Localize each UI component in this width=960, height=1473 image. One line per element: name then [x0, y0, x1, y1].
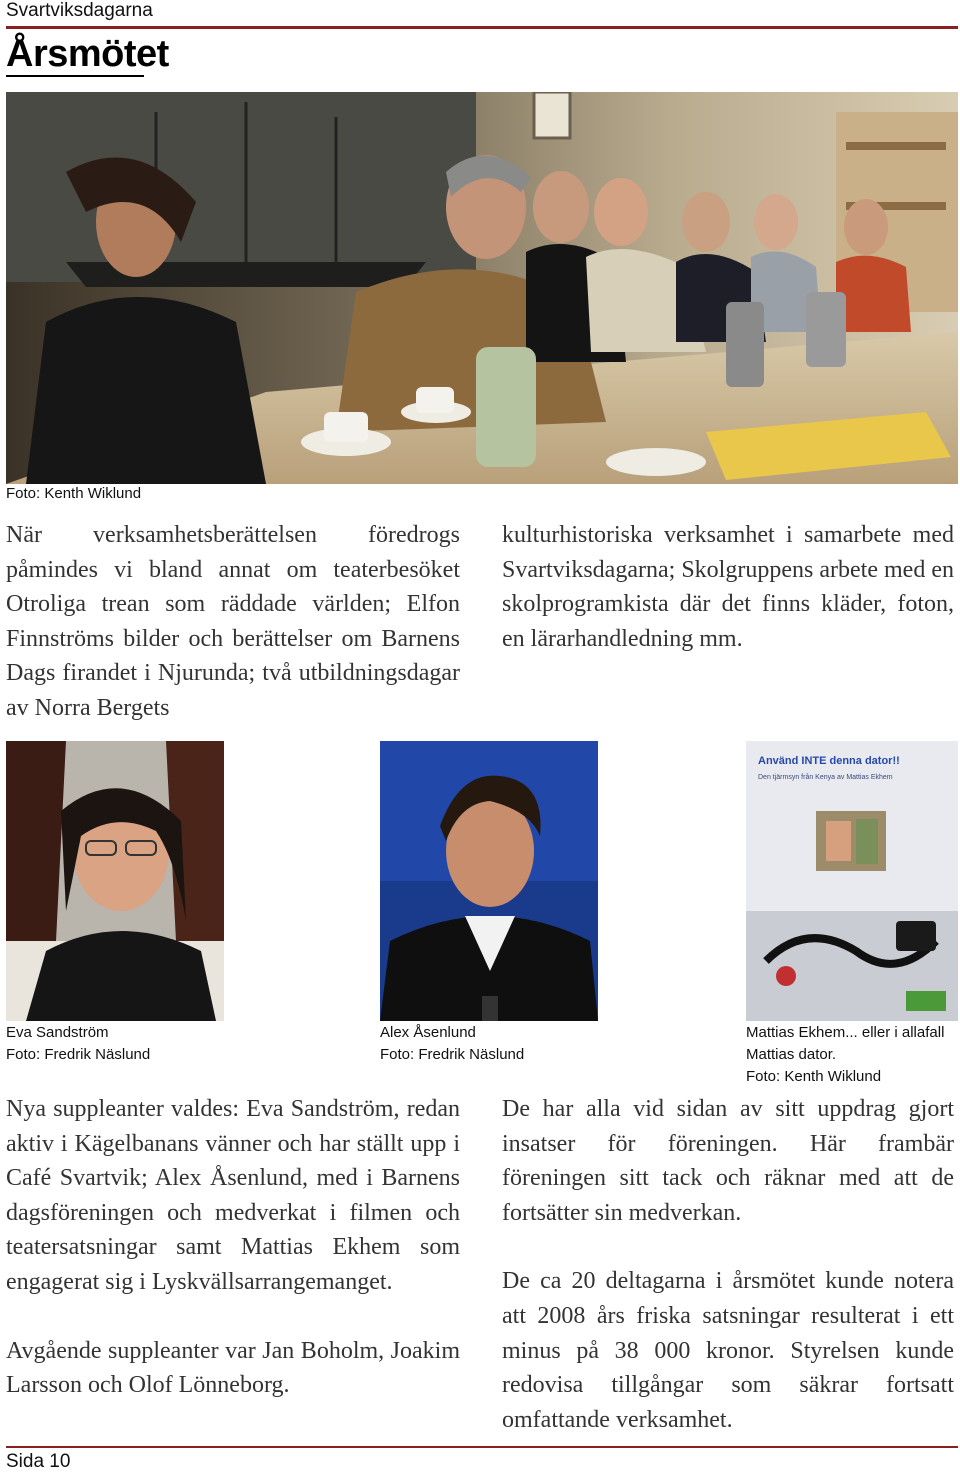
laptop-screen-heading: Använd INTE denna dator!!: [758, 755, 900, 767]
main-photo-credit: Foto: Kenth Wiklund: [6, 485, 142, 502]
article-col1-top: [6, 518, 460, 726]
paragraph: kulturhistoriska verksamhet i samarbete med Svartviksdagarna; Skolgruppens arbete med en skolprogramkista där det finns kläder, foton, en lärarhandledning mm.: [502, 522, 954, 652]
portrait-2-name: Alex Åsenlund: [380, 1024, 476, 1041]
paragraph: När verksamhetsberättelsen föredrogs påmindes vi bland annat om teaterbesöket Otroliga trean som räddade världen; Elfon Finnströms bilder och berättelser om Barnens Dags firandet i Njurunda; två utbildningsdagar av Norra Bergets: [6, 522, 460, 721]
photo-alex-asenlund: [380, 741, 598, 1021]
portrait-2-credit: Foto: Fredrik Näslund: [380, 1046, 525, 1063]
paragraph: De har alla vid sidan av sitt uppdrag gjort insatser för föreningen. Här frambär föreningen sitt tack och räknar med att de fortsätter sin medverkan.: [502, 1096, 954, 1226]
laptop-screen-subtitle: Den tjärmsyn från Kenya av Mattias Ekhem: [758, 774, 893, 781]
paragraph: Avgående suppleanter var Jan Boholm, Joakim Larsson och Olof Lönneborg.: [6, 1337, 460, 1399]
paragraph: De ca 20 deltagarna i årsmötet kunde notera att 2008 års friska satsningar resulterat i ett minus på 38 000 kronor. Styrelsen kunde redovisa tillgångar som säkrar fortsatt omfattande verksamhet.: [502, 1268, 954, 1433]
title-underline: [6, 75, 144, 77]
portrait-1-credit: Foto: Fredrik Näslund: [6, 1046, 151, 1063]
article-col1-bottom: [6, 1092, 460, 1403]
paragraph: Nya suppleanter valdes: Eva Sandström, redan aktiv i Kägelbanans vänner och har ställt upp i Café Svartvik; Alex Åsenlund, med i Barnens dagsföreningen och medverkat i filmen och teatersatsningar samt Mattias Ekhem som engagerat sig i Lyskvällsarrangemanget.: [6, 1096, 460, 1295]
portrait-3-name: Mattias Ekhem... eller i allafall Mattias dator.: [746, 1024, 945, 1063]
portrait-1-name: Eva Sandström: [6, 1024, 109, 1041]
article-col2-top: [502, 518, 954, 656]
photo-mattias-laptop: [746, 741, 958, 1021]
page-title: Årsmötet: [6, 33, 169, 75]
footer-rule: [6, 1446, 958, 1448]
publication-name: Svartviksdagarna: [6, 0, 153, 21]
main-photo-meeting: [6, 92, 958, 484]
header-rule: [6, 26, 958, 29]
page-number: Sida 10: [6, 1451, 71, 1472]
portrait-3-credit: Foto: Kenth Wiklund: [746, 1068, 882, 1085]
photo-eva-sandstrom: [6, 741, 224, 1021]
article-col2-bottom: [502, 1092, 954, 1437]
